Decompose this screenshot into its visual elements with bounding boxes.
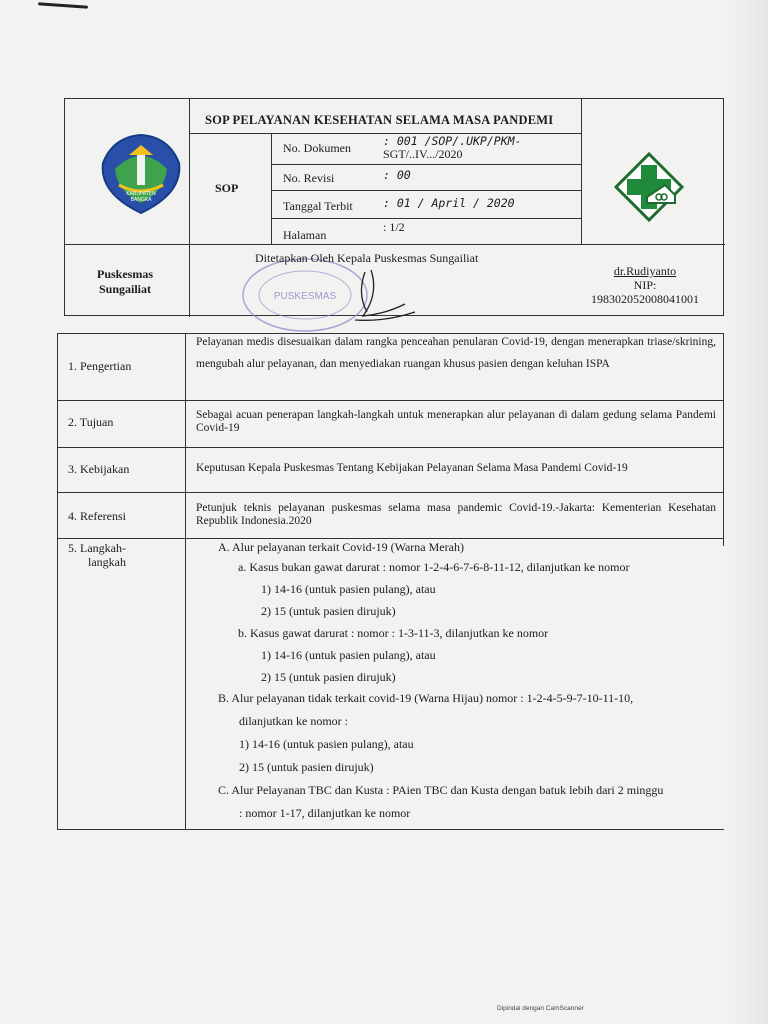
tujuan-text: Sebagai acuan penerapan langkah-langkah untuk menerapkan alur pelayanan di dalam gedung selama Pandemi Covid-19 <box>196 409 716 434</box>
langkah-label-2: langkah <box>88 555 126 569</box>
puskesmas-logo-icon <box>613 151 685 223</box>
signer-nip-label: NIP: <box>633 278 657 292</box>
langkah-label <box>68 541 126 569</box>
no-revisi-value: : 00 <box>383 168 411 182</box>
tujuan-label: 2. Tujuan <box>68 415 114 429</box>
kabupaten-bangka-logo-icon <box>95 133 187 215</box>
referensi-label: 4. Referensi <box>68 509 126 523</box>
no-dokumen-value <box>383 135 579 161</box>
langkah-b-line-1: B. Alur pelayanan tidak terkait covid-19 (Warna Hijau) nomor : 1-2-4-5-9-7-10-11-10, <box>218 691 634 705</box>
puskesmas-line-2: Sungailiat <box>98 282 152 296</box>
signature-icon <box>335 264 425 324</box>
halaman-label: Halaman <box>283 228 327 242</box>
langkah-a: A. Alur pelayanan terkait Covid-19 (Warna Merah) <box>218 540 464 554</box>
camscanner-footer: Dipindai dengan CamScanner <box>497 1005 584 1012</box>
langkah-a-a: a. Kasus bukan gawat darurat : nomor 1-2-4-6-7-6-8-11-12, dilanjutkan ke nomor <box>238 560 630 574</box>
page-edge <box>722 0 768 1024</box>
stamp-text: PUSKESMAS <box>273 291 337 302</box>
langkah-b-line-2: dilanjutkan ke nomor : <box>239 714 348 728</box>
no-revisi-label: No. Revisi <box>283 171 335 185</box>
langkah-b-1: 1) 14-16 (untuk pasien pulang), atau <box>239 737 414 751</box>
langkah-a-b-1: 1) 14-16 (untuk pasien pulang), atau <box>261 648 436 662</box>
no-dokumen-value-2: SGT/..IV.../2020 <box>383 147 463 161</box>
langkah-a-b: b. Kasus gawat darurat : nomor : 1-3-11-3, dilanjutkan ke nomor <box>238 626 549 640</box>
sop-title: SOP PELAYANAN KESEHATAN SELAMA MASA PANDEMI <box>205 113 554 127</box>
sop-header-table <box>64 98 724 316</box>
langkah-c-line-1: C. Alur Pelayanan TBC dan Kusta : PAien TBC dan Kusta dengan batuk lebih dari 2 minggu <box>218 783 664 797</box>
halaman-value: : 1/2 <box>383 220 405 234</box>
no-dokumen-label: No. Dokumen <box>283 141 351 155</box>
langkah-c-line-2: : nomor 1-17, dilanjutkan ke nomor <box>239 806 411 820</box>
signer-nip: 198302052008041001 <box>591 292 699 306</box>
no-dokumen-value-1: : 001 /SOP/.UKP/PKM- <box>383 134 522 148</box>
langkah-a-b-2: 2) 15 (untuk pasien dirujuk) <box>261 670 396 684</box>
tanggal-terbit-value: : 01 / April / 2020 <box>383 196 515 210</box>
pengertian-text: Pelayanan medis disesuaikan dalam rangka penceahan penularan Covid-19, dengan menerapkan triase/skrining, mengubah alur pelayanan, dan menyediakan ruangan khusus pasien dengan keluhan ISPA <box>196 336 716 370</box>
pengertian-label: 1. Pengertian <box>68 359 132 373</box>
kebijakan-label: 3. Kebijakan <box>68 462 130 476</box>
puskesmas-name <box>65 267 185 297</box>
sop-content-table <box>57 333 724 830</box>
sop-label: SOP <box>215 181 239 195</box>
ditetapkan-text: Ditetapkan Oleh Kepala Puskesmas Sungailiat <box>255 251 479 265</box>
logo-left-text-1: KABUPATEN <box>126 191 156 197</box>
referensi-text: Petunjuk teknis pelayanan puskesmas selama masa pandemic Covid-19.-Jakarta: Kementerian Kesehatan Republik Indonesia.2020 <box>196 502 716 527</box>
signer-block <box>565 264 725 306</box>
puskesmas-line-1: Puskesmas <box>96 267 153 281</box>
langkah-a-a-1: 1) 14-16 (untuk pasien pulang), atau <box>261 582 436 596</box>
langkah-label-1: 5. Langkah- <box>68 541 126 555</box>
logo-left-text-2: BANGKA <box>130 197 152 203</box>
langkah-a-a-2: 2) 15 (untuk pasien dirujuk) <box>261 604 396 618</box>
signer-name: dr.Rudiyanto <box>613 264 677 278</box>
tanggal-terbit-label: Tanggal Terbit <box>283 199 353 213</box>
kebijakan-text: Keputusan Kepala Puskesmas Tentang Kebijakan Pelayanan Selama Masa Pandemi Covid-19 <box>196 462 628 474</box>
pen-mark <box>38 2 88 8</box>
langkah-b-2: 2) 15 (untuk pasien dirujuk) <box>239 760 374 774</box>
